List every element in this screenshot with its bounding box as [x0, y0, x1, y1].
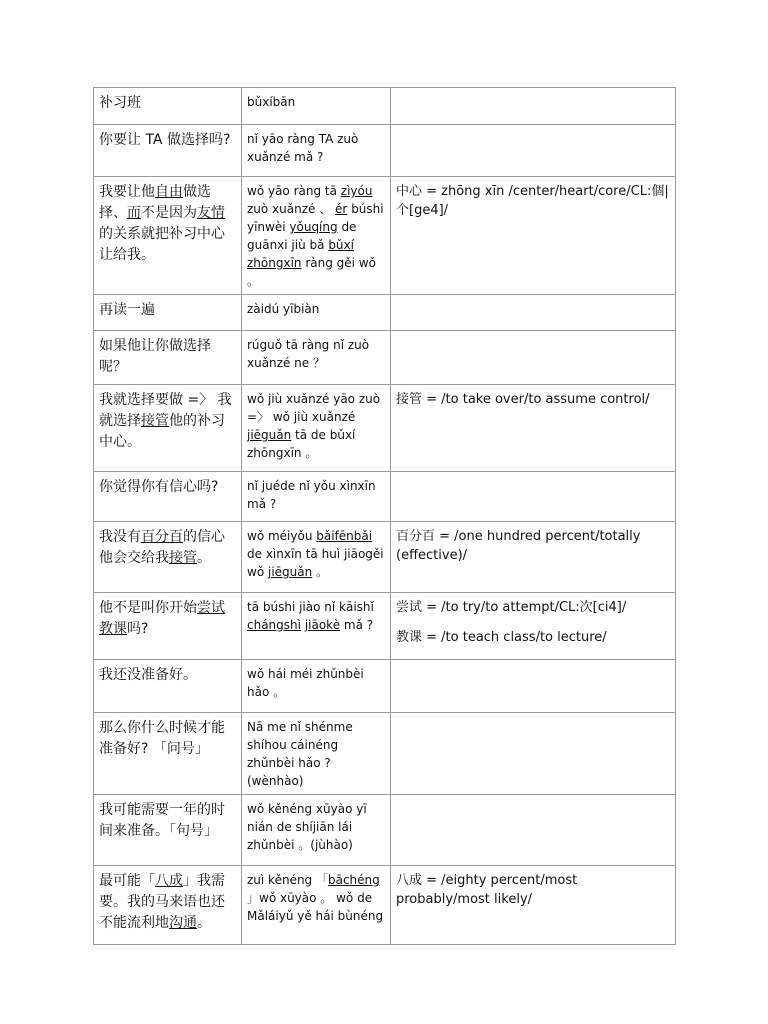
- definition-entry: 中心 = zhōng xīn /center/heart/core/CL:個|个[ge4]/: [396, 184, 669, 218]
- pinyin-text: zuì kěnéng 「bāchéng 」wǒ xūyào 。 wǒ de Mǎláiyǔ yě hái bùnéng: [242, 866, 391, 945]
- table-row: [94, 472, 676, 522]
- pinyin-text: wǒ yāo ràng tā zìyóu zuò xuǎnzé 、 ér búshi yīnwèi yǒuqíng de guānxi jiù bǎ bǔxí zhōngxīn ràng gěi wǒ 。: [242, 177, 391, 295]
- definition-cell: [391, 593, 676, 660]
- definition-entry: 教课 = /to teach class/to lecture/: [396, 630, 607, 645]
- chinese-sentence: 我就选择要做 =〉 我就选择接管他的补习中心。: [94, 385, 242, 472]
- definition-cell: [391, 125, 676, 177]
- pinyin-text: zàidú yībiàn: [242, 295, 391, 331]
- definition-entry: 尝试 = /to try/to attempt/CL:次[ci4]/: [396, 600, 627, 615]
- definition-entry: 百分百 = /one hundred percent/totally (effective)/: [396, 529, 641, 563]
- pinyin-text: wǒ jiù xuǎnzé yāo zuò =〉 wǒ jiù xuǎnzé jiēguǎn tā de bǔxí zhōngxīn 。: [242, 385, 391, 472]
- chinese-sentence: 他不是叫你开始尝试教课吗?: [94, 593, 242, 660]
- pinyin-text: wǒ méiyǒu bǎifēnbǎi de xìnxīn tā huì jiāogěi wǒ jiēguǎn 。: [242, 522, 391, 593]
- pinyin-text: nǐ juéde nǐ yǒu xìnxīn mǎ ?: [242, 472, 391, 522]
- chinese-sentence: 我没有百分百的信心他会交给我接管。: [94, 522, 242, 593]
- chinese-sentence: 如果他让你做选择呢？: [94, 331, 242, 385]
- definition-cell: [391, 472, 676, 522]
- definition-cell: [391, 522, 676, 593]
- table-row: [94, 177, 676, 295]
- table-row: [94, 713, 676, 795]
- chinese-sentence: 我可能需要一年的时间来准备。「句号」: [94, 795, 242, 866]
- table-row: [94, 88, 676, 125]
- pinyin-text: wǒ kěnéng xūyào yī nián de shíjiān lái zhǔnbèi 。(jùhào): [242, 795, 391, 866]
- table-row: [94, 593, 676, 660]
- chinese-sentence: 你觉得你有信心吗?: [94, 472, 242, 522]
- chinese-sentence: 再读一遍: [94, 295, 242, 331]
- chinese-sentence: 我还没准备好。: [94, 660, 242, 713]
- pinyin-text: rúguǒ tā ràng nǐ zuò xuǎnzé ne ？: [242, 331, 391, 385]
- vocabulary-rows: [94, 88, 676, 945]
- definition-cell: [391, 795, 676, 866]
- table-row: [94, 125, 676, 177]
- definition-cell: [391, 331, 676, 385]
- table-row: [94, 295, 676, 331]
- definition-cell: [391, 295, 676, 331]
- pinyin-text: nǐ yāo ràng TA zuò xuǎnzé mǎ ?: [242, 125, 391, 177]
- table-row: [94, 660, 676, 713]
- table-row: [94, 522, 676, 593]
- definition-cell: [391, 385, 676, 472]
- definition-entry: 八成 = /eighty percent/most probably/most likely/: [396, 873, 578, 907]
- table-row: [94, 331, 676, 385]
- definition-entry: 接管 = /to take over/to assume control/: [396, 392, 650, 407]
- chinese-sentence: 我要让他自由做选择、而不是因为友情的关系就把补习中心让给我。: [94, 177, 242, 295]
- pinyin-text: bǔxíbān: [242, 88, 391, 125]
- chinese-sentence: 最可能「八成」我需要。我的马来语也还不能流利地沟通。: [94, 866, 242, 945]
- chinese-sentence: 那么你什么时候才能准备好? 「问号」: [94, 713, 242, 795]
- pinyin-text: Nā me nǐ shénme shíhou cáinéng zhǔnbèi hǎo ? (wènhào): [242, 713, 391, 795]
- definition-cell: [391, 713, 676, 795]
- definition-cell: [391, 177, 676, 295]
- table-row: [94, 866, 676, 945]
- pinyin-text: tā búshi jiào nǐ kāishǐ chángshì jiāokè mǎ ?: [242, 593, 391, 660]
- chinese-sentence: 你要让 TA 做选择吗?: [94, 125, 242, 177]
- chinese-sentence: 补习班: [94, 88, 242, 125]
- definition-cell: [391, 866, 676, 945]
- vocabulary-table: [93, 87, 676, 945]
- table-row: [94, 795, 676, 866]
- definition-cell: [391, 88, 676, 125]
- pinyin-text: wǒ hái méi zhǔnbèi hǎo 。: [242, 660, 391, 713]
- table-row: [94, 385, 676, 472]
- definition-cell: [391, 660, 676, 713]
